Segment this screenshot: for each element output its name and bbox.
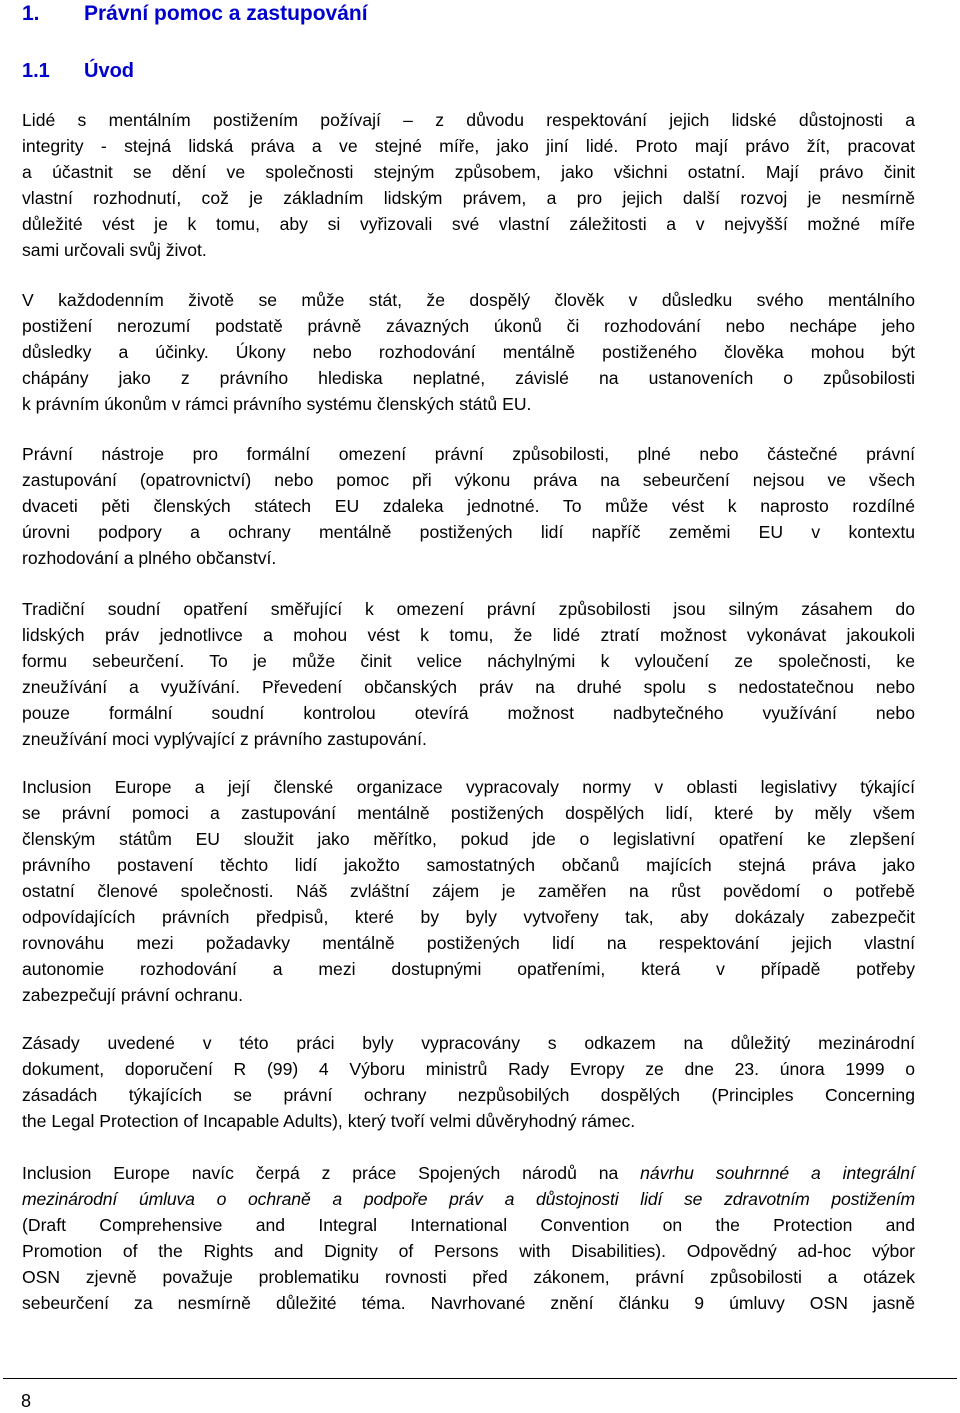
text-line: k právním úkonům v rámci právního systému členských států EU. bbox=[22, 394, 532, 414]
text-line: postižení nerozumí podstatě právně závazných úkonů či rozhodování nebo nechápe jeho bbox=[22, 316, 915, 336]
text-line: rovnováhu mezi požadavky mentálně postižených lidí na respektování jejich vlastní bbox=[22, 933, 915, 953]
text-line: právního postavení těchto lidí jakožto samostatných občanů majících stejná práva jako bbox=[22, 855, 915, 875]
convention-title-emphasis: návrhu souhrnné a integrální bbox=[640, 1163, 915, 1183]
text-line: pouze formální soudní kontrolou otevírá možnost nadbytečného využívání nebo bbox=[22, 703, 915, 723]
section-title: Úvod bbox=[84, 60, 134, 82]
text-line: a účastnit se dění ve společnosti stejným způsobem, jako všichni ostatní. Mají právo činit bbox=[22, 162, 915, 182]
text-line: vlastní rozhodnutí, což je základním lidským právem, a pro jejich další rozvoj je nesmírně bbox=[22, 188, 915, 208]
text-line: Promotion of the Rights and Dignity of Persons with Disabilities). Odpovědný ad-hoc výbor bbox=[22, 1241, 915, 1261]
text-line: členským státům EU sloužit jako měřítko, pokud jde o legislativní opatření ke zlepšení bbox=[22, 829, 915, 849]
text-line: se právní pomoci a zastupování mentálně postižených dospělých lidí, které by měly všem bbox=[22, 803, 915, 823]
text-line: chápány jako z právního hlediska neplatné, závislé na ustanoveních o způsobilosti bbox=[22, 368, 915, 388]
paragraph-principles bbox=[22, 1030, 915, 1134]
text-line: Inclusion Europe a její členské organizace vypracovaly normy v oblasti legislativy týkající bbox=[22, 777, 915, 797]
text-line: zneužívání a využívání. Převedení občanských práv na druhé spolu s nedostatečnou nebo bbox=[22, 677, 915, 697]
text-line: Zásady uvedené v této práci byly vypracovány s odkazem na důležitý mezinárodní bbox=[22, 1033, 915, 1053]
text-line: zásadách týkajících se právní ochrany nezpůsobilých dospělých (Principles Concerning bbox=[22, 1085, 915, 1105]
text-line: sebeurčení za nesmírně důležité téma. Navrhované znění článku 9 úmluvy OSN jasně bbox=[22, 1293, 915, 1313]
paragraph-everyday-life bbox=[22, 287, 915, 417]
section-number: 1.1 bbox=[22, 60, 50, 82]
chapter-heading bbox=[22, 1, 368, 27]
text-line: důsledky a účinky. Úkony nebo rozhodování mentálně postiženého člověka mohou být bbox=[22, 342, 915, 362]
text-line: V každodenním životě se může stát, že dospělý člověk v důsledku svého mentálního bbox=[22, 290, 915, 310]
paragraph-court-measures bbox=[22, 596, 915, 752]
chapter-title: Právní pomoc a zastupování bbox=[84, 2, 368, 25]
paragraph-intro bbox=[22, 107, 915, 263]
text-run: Inclusion Europe navíc čerpá z práce Spojených národů na bbox=[22, 1163, 641, 1183]
footer-divider bbox=[3, 1378, 957, 1379]
text-line bbox=[22, 1160, 915, 1186]
text-line: Lidé s mentálním postižením požívají – z důvodu respektování jejich lidské důstojnosti a bbox=[22, 110, 915, 130]
text-line: dokument, doporučení R (99) 4 Výboru ministrů Rady Evropy ze dne 23. února 1999 o bbox=[22, 1059, 915, 1079]
text-line: autonomie rozhodování a mezi dostupnými opatřeními, která v případě potřeby bbox=[22, 959, 915, 979]
text-line: zastupování (opatrovnictví) nebo pomoc při výkonu práva na sebeurčení nejsou ve všech bbox=[22, 470, 915, 490]
text-line: zabezpečují právní ochranu. bbox=[22, 985, 244, 1005]
text-line: rozhodování a plného občanství. bbox=[22, 548, 277, 568]
convention-title-emphasis: mezinárodní úmluva o ochraně a podpoře práv a důstojnosti lidí se zdravotním postižením bbox=[22, 1189, 915, 1209]
text-line: integrity - stejná lidská práva a ve stejné míře, jako jiní lidé. Proto mají právo žít, pracovat bbox=[22, 136, 915, 156]
text-line: důležité vést je k tomu, aby si vyřizovali své vlastní záležitosti a v nejvyšší možné míře bbox=[22, 214, 915, 234]
text-line: zneužívání moci vyplývající z právního zastupování. bbox=[22, 729, 427, 749]
paragraph-un-convention bbox=[22, 1160, 915, 1316]
text-line: úrovni podpory a ochrany mentálně postižených lidí napříč zeměmi EU v kontextu bbox=[22, 522, 915, 542]
text-line: ostatní členové společnosti. Náš zvláštní zájem je zaměřen na růst povědomí o potřebě bbox=[22, 881, 915, 901]
text-line: the Legal Protection of Incapable Adults), který tvoří velmi důvěryhodný rámec. bbox=[22, 1111, 636, 1131]
page-number: 8 bbox=[21, 1391, 32, 1411]
text-line: Právní nástroje pro formální omezení právní způsobilosti, plné nebo částečné právní bbox=[22, 444, 915, 464]
paragraph-inclusion-europe-norms bbox=[22, 774, 915, 1008]
text-line: odpovídajících právních předpisů, které by byly vytvořeny tak, aby dokázaly zabezpečit bbox=[22, 907, 915, 927]
chapter-number: 1. bbox=[22, 2, 40, 25]
text-line bbox=[22, 1186, 915, 1212]
section-heading bbox=[22, 58, 134, 84]
paragraph-legal-instruments bbox=[22, 441, 915, 571]
text-line: formu sebeurčení. To je může činit velice náchylnými k vyloučení ze společnosti, ke bbox=[22, 651, 915, 671]
text-line: dvaceti pěti členských státech EU zdaleka jednotné. To může vést k naprosto rozdílné bbox=[22, 496, 915, 516]
text-line: sami určovali svůj život. bbox=[22, 240, 207, 260]
text-line: OSN zjevně považuje problematiku rovnosti před zákonem, právní způsobilosti a otázek bbox=[22, 1267, 915, 1287]
text-line: Tradiční soudní opatření směřující k omezení právní způsobilosti jsou silným zásahem do bbox=[22, 599, 915, 619]
text-line: (Draft Comprehensive and Integral International Convention on the Protection and bbox=[22, 1215, 915, 1235]
text-line: lidských práv jednotlivce a mohou vést k tomu, že lidé ztratí možnost vykonávat jakoukoli bbox=[22, 625, 915, 645]
